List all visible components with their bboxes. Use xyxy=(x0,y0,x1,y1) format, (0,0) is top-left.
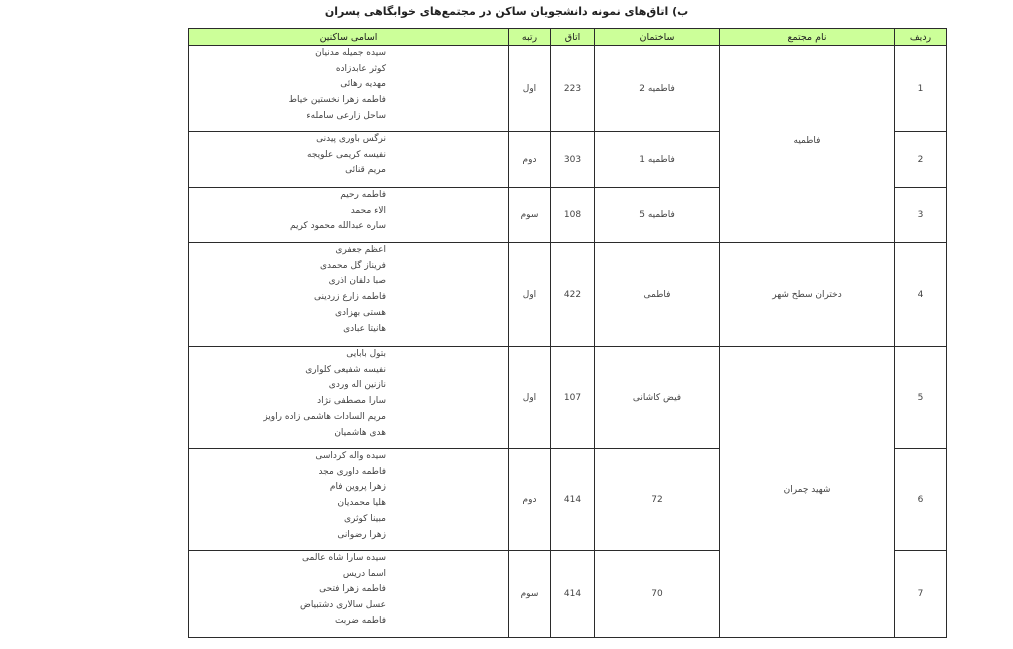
room: 107 xyxy=(551,347,595,449)
resident-name: صبا دلفان اذری xyxy=(328,276,386,287)
building: فیض کاشانی xyxy=(595,347,720,449)
rank: اول xyxy=(509,243,551,347)
header-row-number: ردیف xyxy=(895,29,947,46)
resident-name: عسل سالاری دشتبیاض xyxy=(299,600,386,611)
row-number: 2 xyxy=(895,132,947,188)
complex-cell xyxy=(720,46,895,243)
resident-name: ساره عبدالله محمود کریم xyxy=(289,221,386,232)
residents-cell xyxy=(189,243,509,347)
resident-name: فریناز گل محمدی xyxy=(319,260,386,271)
resident-name: فاطمه زهرا نخستین خیاط xyxy=(288,95,386,106)
resident-name: نفیسه شفیعی کلواری xyxy=(305,364,386,375)
header-row xyxy=(189,29,947,46)
row-number: 3 xyxy=(895,188,947,243)
row-number: 6 xyxy=(895,449,947,551)
building: فاطمیه 2 xyxy=(595,46,720,132)
resident-name: زهرا پروین فام xyxy=(329,482,386,493)
complex-name: فاطمیه xyxy=(793,136,821,146)
resident-name: نرگس باوری پیدنی xyxy=(316,134,386,144)
resident-name: سیده جمیله مدنیان xyxy=(315,48,386,58)
building: فاطمیه 5 xyxy=(595,188,720,243)
resident-name: بتول بابایی xyxy=(346,349,386,359)
building: 72 xyxy=(595,449,720,551)
resident-name: نفیسه کریمی علویجه xyxy=(307,149,386,160)
resident-name: سیده سارا شاه عالمی xyxy=(302,553,386,563)
resident-name: ساحل زارعی ساملهء xyxy=(306,110,386,121)
header-room: اتاق xyxy=(551,29,595,46)
resident-name: فاطمه داوری مجد xyxy=(318,466,386,477)
rank: دوم xyxy=(509,132,551,188)
rank: اول xyxy=(509,347,551,449)
row-number: 1 xyxy=(895,46,947,132)
resident-name: فاطمه ضربت xyxy=(334,615,386,626)
resident-name: مریم السادات هاشمی زاده راویز xyxy=(263,411,386,422)
rank: اول xyxy=(509,46,551,132)
resident-name: مریم قنائی xyxy=(345,165,386,176)
header-rank: رتبه xyxy=(509,29,551,46)
resident-name: هلیا محمدیان xyxy=(337,498,386,509)
room: 108 xyxy=(551,188,595,243)
table-row xyxy=(189,347,947,449)
resident-name: مهدیه رهائی xyxy=(340,79,386,90)
resident-name: زهرا رضوانی xyxy=(337,529,386,540)
residents-table xyxy=(188,28,947,638)
header-residents: اسامی ساکنین xyxy=(189,29,509,46)
room: 414 xyxy=(551,551,595,638)
residents-cell xyxy=(189,551,509,638)
resident-name: اسما دریس xyxy=(342,568,386,579)
resident-name: هستی بهزادی xyxy=(334,307,386,318)
table-row xyxy=(189,243,947,347)
rank: سوم xyxy=(509,188,551,243)
resident-name: هدی هاشمیان xyxy=(334,427,386,438)
resident-name: کوثر عابدزاده xyxy=(335,63,386,74)
row-number: 5 xyxy=(895,347,947,449)
room: 223 xyxy=(551,46,595,132)
resident-name: سارا مصطفی نژاد xyxy=(317,396,386,407)
resident-name: اعظم جعفری xyxy=(335,245,386,255)
resident-name: سیده واله کرداسی xyxy=(315,451,386,461)
complex-name: شهید چمران xyxy=(783,485,831,495)
residents-cell xyxy=(189,347,509,449)
complex-cell xyxy=(720,347,895,638)
resident-name: نازنین اله وردی xyxy=(328,380,386,391)
building: فاطمی xyxy=(595,243,720,347)
resident-name: فاطمه زهرا فتحی xyxy=(319,584,386,595)
room: 422 xyxy=(551,243,595,347)
resident-name: فاطمه رحیم xyxy=(340,190,386,200)
rank: سوم xyxy=(509,551,551,638)
room: 303 xyxy=(551,132,595,188)
building: فاطمیه 1 xyxy=(595,132,720,188)
residents-cell xyxy=(189,188,509,243)
header-building: ساختمان xyxy=(595,29,720,46)
rank: دوم xyxy=(509,449,551,551)
table-row xyxy=(189,46,947,132)
residents-cell xyxy=(189,132,509,188)
complex-cell xyxy=(720,243,895,347)
resident-name: هانیتا عبادی xyxy=(343,323,386,334)
table-caption: ب) اتاق‌های نمونه دانشجویان ساکن در مجتمع‌های خوابگاهی پسران xyxy=(324,5,689,18)
resident-name: الاء محمد xyxy=(350,205,386,216)
resident-name: فاطمه زارع زردینی xyxy=(314,292,386,303)
residents-cell xyxy=(189,46,509,132)
row-number: 4 xyxy=(895,243,947,347)
room: 414 xyxy=(551,449,595,551)
building: 70 xyxy=(595,551,720,638)
complex-name: دختران سطح شهر xyxy=(772,289,842,300)
row-number: 7 xyxy=(895,551,947,638)
resident-name: مبینا کوثری xyxy=(343,513,386,524)
header-complex: نام مجتمع xyxy=(720,29,895,46)
residents-cell xyxy=(189,449,509,551)
